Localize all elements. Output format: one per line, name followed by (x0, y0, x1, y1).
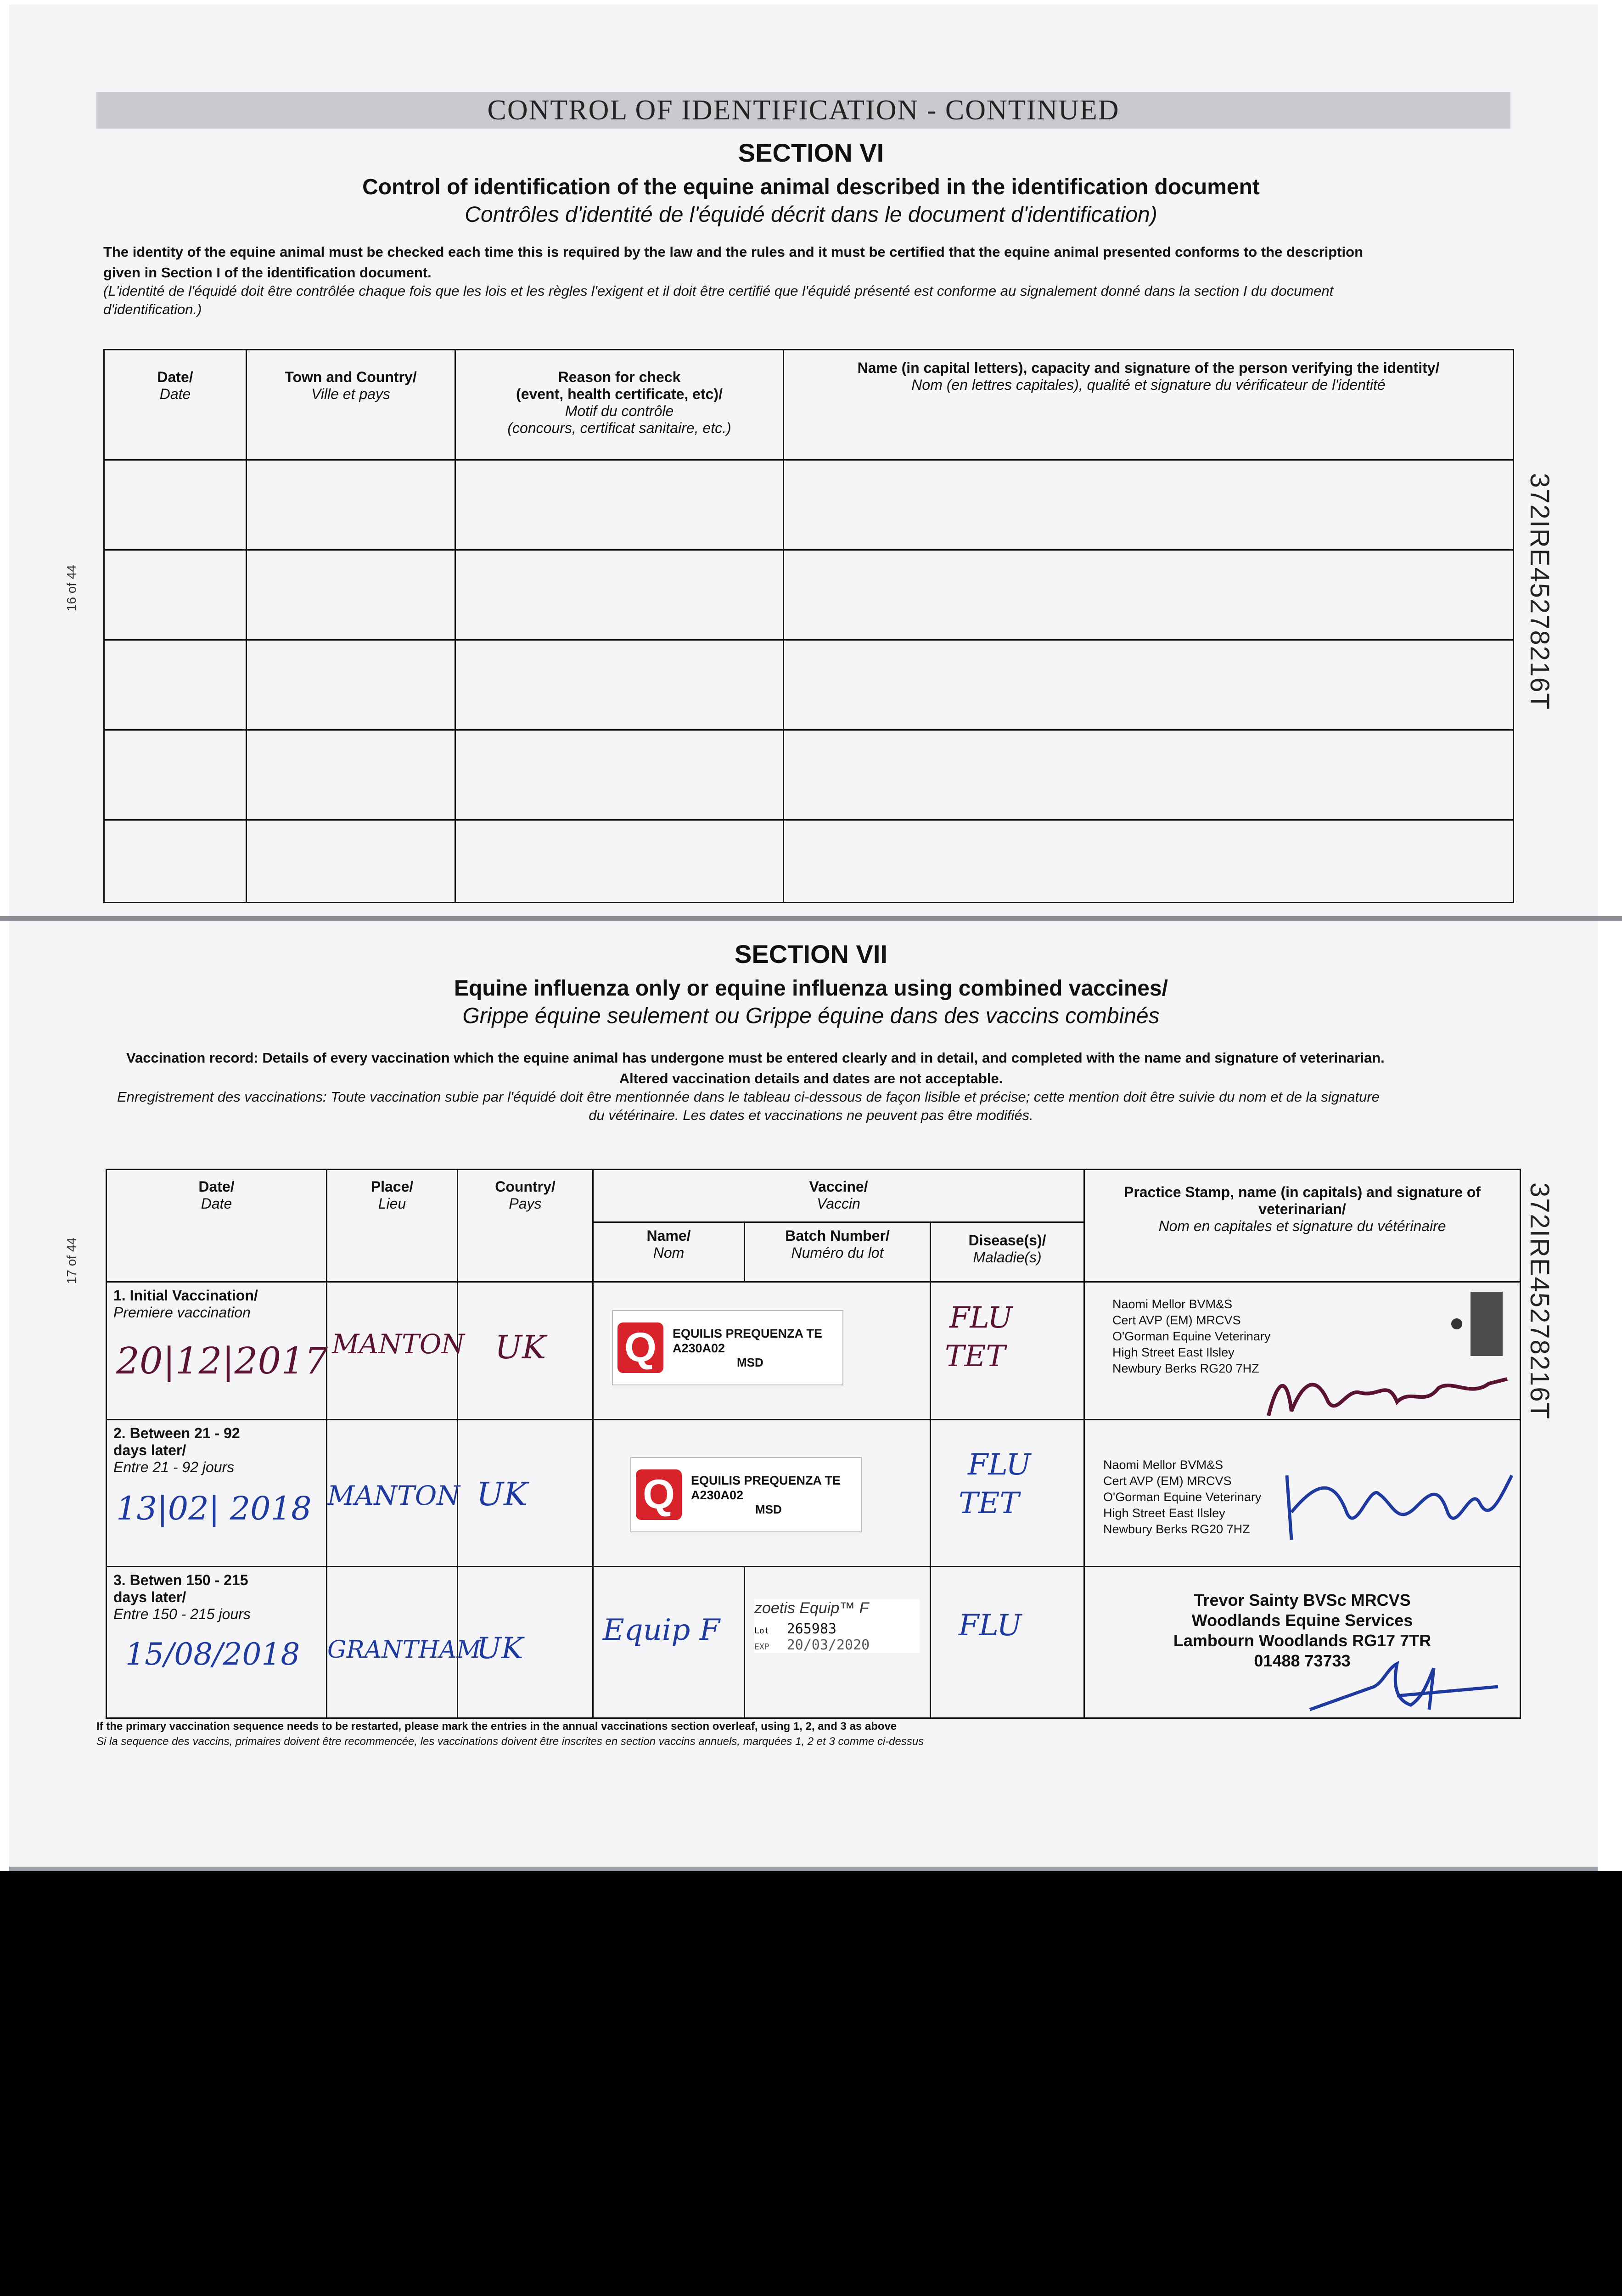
row1-disease-1: FLU (949, 1301, 1013, 1335)
table-row (104, 820, 1514, 903)
header-date-en: Date/ (157, 369, 193, 385)
header-country (458, 1170, 593, 1282)
row2-stamp-line-4: High Street East Ilsley (1103, 1506, 1225, 1520)
footnote-en: If the primary vaccination sequence needs to be restarted, please mark the entries in the annual vaccinations section overleaf, using 1, 2, and 3 as above (96, 1720, 897, 1733)
row1-signature (1259, 1361, 1516, 1425)
row1-country: UK (495, 1328, 546, 1366)
row3-stamp-line-2: Woodlands Equine Services (1191, 1611, 1413, 1630)
row3-country-cell (458, 1567, 593, 1718)
footnote-fr: Si la sequence des vaccins, primaires doivent être recommencée, les vaccinations doivent être inscrites en section vaccins annuels, marquées 1, 2 et 3 comme ci-dessus (96, 1735, 924, 1748)
header-vaccine-fr: Vaccin (817, 1195, 860, 1212)
row3-batch-cell (745, 1567, 931, 1718)
row2-date: 13|02| 2018 (116, 1490, 312, 1527)
vaccination-table (106, 1169, 1521, 1719)
row1-vaccine-batch: A230A02 (673, 1341, 725, 1355)
section-vi-title-en: Control of identification of the equine animal described in the identification document (362, 175, 1260, 199)
section-vi-intro-en-2: given in Section I of the identification document. (103, 264, 432, 281)
row1-vaccine-sticker (612, 1310, 843, 1385)
vaccination-row-2 (107, 1420, 1521, 1567)
row2-stamp-line-2: Cert AVP (EM) MRCVS (1103, 1474, 1232, 1488)
row3-place-cell (327, 1567, 481, 1718)
header-date (107, 1170, 327, 1282)
row1-stamp-line-1: Naomi Mellor BVM&S (1112, 1297, 1233, 1311)
header-batch-en: Batch Number/ (785, 1227, 890, 1244)
row3-label-fr: Entre 150 - 215 jours (113, 1606, 251, 1622)
page-number-17: 17 of 44 (64, 1238, 79, 1284)
vaccination-row-1 (107, 1282, 1521, 1420)
row3-stamp-line-4: 01488 73733 (1254, 1651, 1351, 1670)
row1-date-cell (107, 1282, 327, 1420)
header-stamp (1084, 1170, 1521, 1282)
row2-label-en: 2. Between 21 - 92 (113, 1425, 240, 1441)
row1-place: MANTON (332, 1328, 465, 1360)
row1-stamp-cell (1084, 1282, 1521, 1420)
row2-place-cell (327, 1420, 458, 1567)
table-row (104, 640, 1514, 730)
header-town-fr: Ville et pays (311, 386, 390, 402)
header-verifier (784, 350, 1514, 460)
row1-stamp-line-2: Cert AVP (EM) MRCVS (1112, 1313, 1241, 1327)
row1-stamp-line-5: Newbury Berks RG20 7HZ (1112, 1362, 1259, 1375)
section-banner: CONTROL OF IDENTIFICATION - CONTINUED (96, 92, 1510, 129)
row1-stamp-line-3: O'Gorman Equine Veterinary (1112, 1329, 1271, 1343)
row3-disease-1: FLU (959, 1609, 1022, 1643)
header-date (104, 350, 247, 460)
header-country-fr: Pays (509, 1195, 542, 1212)
row2-stamp-line-5: Newbury Berks RG20 7HZ (1103, 1522, 1250, 1536)
row3-date: 15/08/2018 (125, 1637, 300, 1672)
header-name-fr: Nom (653, 1244, 685, 1261)
section-vii-title-fr: Grippe équine seulement ou Grippe équine dans des vaccins combinés (462, 1004, 1160, 1028)
row1-place-cell (327, 1282, 465, 1420)
header-disease-en: Disease(s)/ (968, 1232, 1046, 1249)
vaccine-q-logo: Q (636, 1469, 682, 1520)
row2-stamp-line-3: O'Gorman Equine Veterinary (1103, 1490, 1262, 1504)
row2-place: MANTON (327, 1480, 460, 1511)
row1-disease-cell (931, 1282, 1084, 1420)
row2-vaccine-cell (593, 1420, 931, 1567)
row1-vaccine-cell (593, 1282, 931, 1420)
header-reason-en2: (event, health certificate, etc)/ (516, 386, 723, 402)
row3-country: UK (477, 1632, 523, 1666)
section-vii-title-en: Equine influenza only or equine influenza using combined vaccines/ (454, 976, 1168, 1001)
header-reason-en: Reason for check (558, 369, 681, 385)
header-place-fr: Lieu (378, 1195, 406, 1212)
row1-date: 20|12|2017 (116, 1339, 328, 1382)
header-reason-fr: Motif du contrôle (565, 403, 674, 419)
section-vi-heading: SECTION VI (738, 138, 884, 167)
row3-signature (1305, 1659, 1507, 1714)
row3-stamp-line-1: Trevor Sainty BVSc MRCVS (1194, 1591, 1411, 1609)
row3-exp-date: 20/03/2020 (786, 1637, 870, 1653)
row2-disease-2: TET (959, 1486, 1020, 1520)
header-vaccine (593, 1170, 1084, 1222)
header-reason (455, 350, 784, 460)
row3-lot-label: Lot (754, 1626, 769, 1636)
header-vaccine-en: Vaccine/ (809, 1178, 868, 1195)
row1-label-fr: Premiere vaccination (113, 1304, 251, 1321)
row3-date-cell (107, 1567, 327, 1718)
passport-id-code-bottom: 372IRE45278216T (1525, 1182, 1555, 1420)
table-header-row (107, 1170, 1521, 1222)
book-spine (0, 916, 1622, 921)
row2-label-en2: days later/ (113, 1442, 186, 1458)
row3-vaccine-name-cell (593, 1567, 745, 1718)
section-vi-intro-en-1: The identity of the equine animal must be checked each time this is required by the law and the rules and it must be certified that the equine animal presented conforms to the description (103, 244, 1364, 260)
header-date-fr: Date (159, 386, 191, 402)
row2-disease-1: FLU (968, 1448, 1031, 1482)
header-country-en: Country/ (495, 1178, 556, 1195)
section-vii-intro-en-1: Vaccination record: Details of every vaccination which the equine animal has undergone must be entered clearly and in detail, and completed with the name and signature of veterinarian. (126, 1050, 1385, 1066)
section-vii-intro-en-2: Altered vaccination details and dates are not acceptable. (619, 1070, 1003, 1086)
row2-vaccine-maker: MSD (755, 1502, 782, 1516)
header-disease-fr: Maladie(s) (973, 1249, 1042, 1266)
row3-zoetis-label (754, 1599, 920, 1653)
row2-vaccine-name: EQUILIS PREQUENZA TE (691, 1473, 841, 1487)
header-batch (745, 1222, 931, 1282)
row1-stamp-smudge (1443, 1287, 1512, 1361)
row1-stamp-line-4: High Street East Ilsley (1112, 1345, 1235, 1359)
row3-place: GRANTHAM (327, 1636, 481, 1664)
vaccination-row-3 (107, 1567, 1521, 1718)
header-town-en: Town and Country/ (285, 369, 417, 385)
row2-disease-cell (931, 1420, 1084, 1567)
section-vi-title-fr: Contrôles d'identité de l'équidé décrit dans le document d'identification) (465, 203, 1157, 227)
row3-vaccine-name: Equip F (603, 1613, 720, 1647)
row2-stamp-line-1: Naomi Mellor BVM&S (1103, 1458, 1224, 1472)
scan-background (0, 1871, 1622, 2296)
table-row (104, 550, 1514, 640)
header-stamp-fr: Nom en capitales et signature du vétérinaire (1158, 1218, 1446, 1234)
row1-label-en: 1. Initial Vaccination/ (113, 1287, 258, 1304)
row1-disease-2: TET (945, 1339, 1006, 1373)
header-verifier-fr: Nom (en lettres capitales), qualité et signature du vérificateur de l'identité (911, 377, 1386, 393)
row1-country-cell (458, 1282, 593, 1420)
section-vii-intro-fr-2: du vétérinaire. Les dates et vaccinations ne peuvent pas être modifiés. (589, 1107, 1033, 1123)
row3-label-en2: days later/ (113, 1589, 186, 1605)
section-vii-heading: SECTION VII (735, 940, 887, 968)
header-reason-fr2: (concours, certificat sanitaire, etc.) (507, 420, 731, 436)
header-town-country (247, 350, 455, 460)
header-vaccine-name (593, 1222, 745, 1282)
header-place-en: Place/ (370, 1178, 414, 1195)
row2-vaccine-sticker (630, 1457, 862, 1532)
header-place (327, 1170, 458, 1282)
table-row (104, 460, 1514, 550)
table-header-row (104, 350, 1514, 460)
row3-label-en: 3. Betwen 150 - 215 (113, 1572, 248, 1588)
header-batch-fr: Numéro du lot (791, 1244, 884, 1261)
row2-country: UK (477, 1475, 528, 1513)
header-name-en: Name/ (646, 1227, 691, 1244)
row2-country-cell (458, 1420, 593, 1567)
row3-stamp-cell (1084, 1567, 1521, 1718)
row2-signature (1278, 1457, 1516, 1549)
page-number-16: 16 of 44 (64, 565, 79, 612)
row1-vaccine-name: EQUILIS PREQUENZA TE (673, 1326, 823, 1340)
vaccine-q-logo: Q (617, 1322, 663, 1373)
header-stamp-en: Practice Stamp, name (in capitals) and signature of veterinarian/ (1123, 1184, 1481, 1217)
section-vi-intro-fr-2: d'identification.) (103, 301, 202, 317)
row3-lot-number: 265983 (786, 1621, 836, 1637)
header-date-fr: Date (201, 1195, 232, 1212)
header-disease (931, 1222, 1084, 1282)
section-vii-intro-fr-1: Enregistrement des vaccinations: Toute vaccination subie par l'équidé doit être mentionnée dans le tableau ci-dessous de façon lisible et précise; cette mention doit être suivie du nom et de la signature (117, 1089, 1380, 1105)
section-vi-intro-fr-1: (L'identité de l'équidé doit être contrôlée chaque fois que les lois et les règles l'exigent et il doit être certifié que l'équidé présenté est conforme au signalement donné dans la section I du document (103, 283, 1334, 299)
row2-vaccine-batch: A230A02 (691, 1488, 744, 1502)
row2-label-fr: Entre 21 - 92 jours (113, 1459, 235, 1475)
row3-disease-cell (931, 1567, 1084, 1718)
row3-stamp-line-3: Lambourn Woodlands RG17 7TR (1173, 1631, 1431, 1650)
row2-stamp-cell (1084, 1420, 1521, 1567)
identity-check-table (103, 349, 1514, 903)
header-verifier-en: Name (in capital letters), capacity and signature of the person verifying the identity/ (857, 360, 1440, 376)
row2-date-cell (107, 1420, 327, 1567)
row1-vaccine-maker: MSD (737, 1355, 763, 1369)
header-date-en: Date/ (198, 1178, 235, 1195)
row3-exp-label: EXP (754, 1642, 769, 1652)
table-row (104, 730, 1514, 820)
row3-sticker-brand: zoetis Equip™ F (754, 1599, 869, 1617)
passport-id-code-top: 372IRE45278216T (1525, 473, 1555, 710)
